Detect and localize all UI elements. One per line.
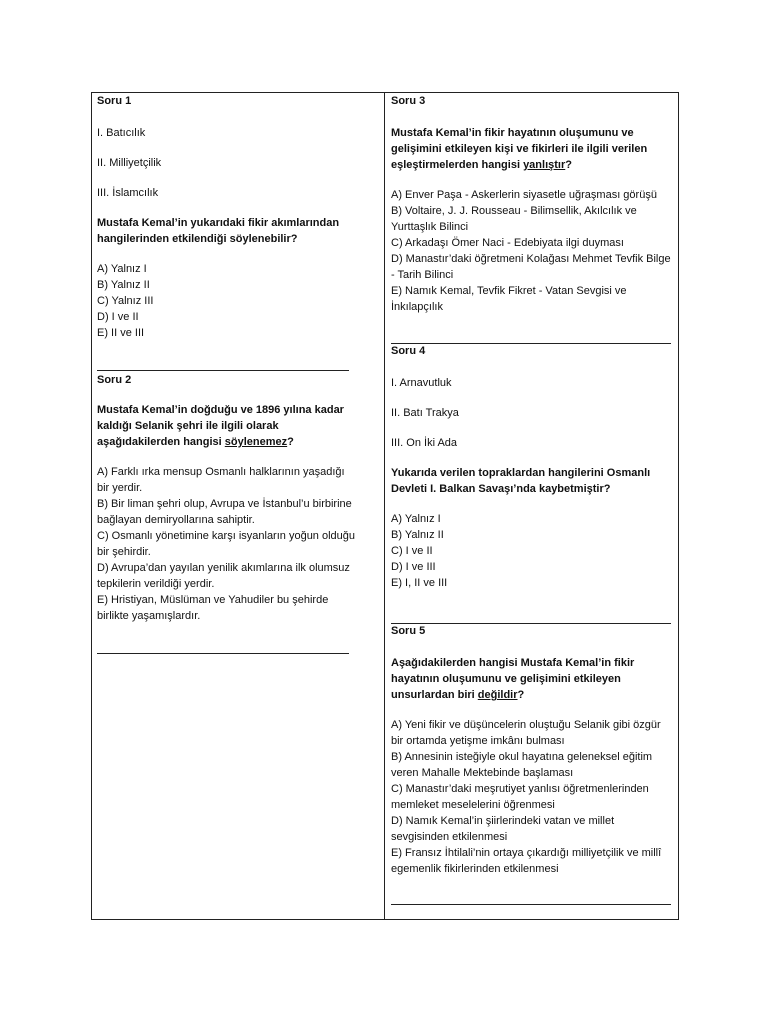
question-1-statement-3: III. İslamcılık	[97, 187, 159, 199]
option-e: E) II ve III	[97, 327, 145, 339]
option-b: B) Voltaire, J. J. Rousseau - Bilimsellik, Akılcılık ve Yurttaşlık Bilinci	[391, 205, 637, 233]
option-d: D) Namık Kemal’in şiirlerindeki vatan ve millet sevgisinden etkilenmesi	[391, 815, 615, 843]
question-5-stem	[391, 655, 673, 703]
question-2-stem	[97, 402, 355, 450]
option-b: B) Annesinin isteğiyle okul hayatına geleneksel eğitim veren Mahalle Mektebinde başlaması	[391, 751, 653, 779]
option-c: C) I ve II	[391, 545, 433, 557]
column-divider	[384, 93, 385, 919]
question-2-stem-text: Mustafa Kemal’in doğduğu ve 1896 yılına kadar kaldığı Selanik şehri ile ilgili olarak aşağıdakilerden hangisi	[97, 404, 344, 448]
question-4-title: Soru 4	[391, 345, 426, 357]
question-5-options	[391, 717, 673, 877]
question-3-stem-end: ?	[565, 159, 572, 171]
question-1-options	[97, 261, 355, 341]
question-3-stem-emphasis: yanlıştır	[523, 159, 566, 171]
question-5	[391, 623, 673, 877]
question-3-options	[391, 187, 673, 315]
worksheet-table	[91, 92, 679, 920]
question-3-stem-text: Mustafa Kemal’in fikir hayatının oluşumunu ve gelişimini etkileyen kişi ve fikirleri ile ilgili verilen eşleştirmelerden hangisi	[391, 127, 648, 171]
option-a: A) Yalnız I	[97, 263, 147, 275]
option-b: B) Yalnız II	[391, 529, 444, 541]
option-d: D) I ve II	[97, 311, 139, 323]
option-c: C) Manastır’daki meşrutiyet yanlısı öğretmenlerinden memleket meselelerini öğrenmesi	[391, 783, 649, 811]
option-e: E) Hristiyan, Müslüman ve Yahudiler bu şehirde birlikte yaşamışlardır.	[97, 594, 329, 622]
question-1-title: Soru 1	[97, 95, 132, 107]
question-3-stem	[391, 125, 673, 173]
option-b: B) Yalnız II	[97, 279, 150, 291]
option-a: A) Farklı ırka mensup Osmanlı halklarının yaşadığı bir yerdir.	[97, 466, 345, 494]
option-e: E) Namık Kemal, Tevfik Fikret - Vatan Sevgisi ve İnkılapçılık	[391, 285, 627, 313]
question-separator	[97, 653, 349, 654]
question-1	[97, 93, 355, 341]
question-separator	[97, 370, 349, 371]
question-3	[391, 93, 673, 315]
question-3-title: Soru 3	[391, 95, 426, 107]
question-4-statement-3: III. On İki Ada	[391, 437, 458, 449]
question-2-options	[97, 464, 355, 624]
option-e: E) I, II ve III	[391, 577, 448, 589]
option-a: A) Yalnız I	[391, 513, 441, 525]
option-d: D) Manastır’daki öğretmeni Kolağası Mehmet Tevfik Bilge - Tarih Bilinci	[391, 253, 671, 281]
question-2-stem-end: ?	[287, 436, 294, 448]
question-4	[391, 343, 673, 591]
option-d: D) Avrupa’dan yayılan yenilik akımlarına ilk olumsuz tepkilerin verildiği yerdir.	[97, 562, 350, 590]
option-e: E) Fransız İhtilali’nin ortaya çıkardığı milliyetçilik ve millî egemenlik fikirlerinden etkilenmesi	[391, 847, 662, 875]
question-2-stem-emphasis: söylenemez	[224, 436, 288, 448]
question-5-stem-end: ?	[517, 689, 525, 701]
question-1-stem: Mustafa Kemal’in yukarıdaki fikir akımlarından hangilerinden etkilendiği söylenebilir?	[97, 217, 340, 245]
option-d: D) I ve III	[391, 561, 436, 573]
question-2	[97, 372, 355, 624]
question-5-stem-emphasis: değildir	[477, 689, 518, 701]
question-4-options	[391, 511, 673, 591]
option-a: A) Yeni fikir ve düşüncelerin oluştuğu Selanik gibi özgür bir ortamda yetişme imkânı bulması	[391, 719, 661, 747]
question-1-statement-1: I. Batıcılık	[97, 127, 146, 139]
question-4-statement-1: I. Arnavutluk	[391, 377, 452, 389]
question-2-title: Soru 2	[97, 374, 132, 386]
question-5-title: Soru 5	[391, 625, 426, 637]
question-separator	[391, 904, 671, 905]
question-1-statement-2: II. Milliyetçilik	[97, 157, 162, 169]
question-5-stem-text: Aşağıdakilerden hangisi Mustafa Kemal’in fikir hayatının oluşumunu ve gelişimini etkileyen unsurlardan biri	[391, 657, 635, 701]
option-b: B) Bir liman şehri olup, Avrupa ve İstanbul’u birbirine bağlayan demiryollarına sahiptir.	[97, 498, 352, 526]
question-4-stem: Yukarıda verilen topraklardan hangilerini Osmanlı Devleti I. Balkan Savaşı’nda kaybetmiştir?	[391, 467, 651, 495]
option-c: C) Arkadaşı Ömer Naci - Edebiyata ilgi duyması	[391, 237, 624, 249]
option-a: A) Enver Paşa - Askerlerin siyasetle uğraşması görüşü	[391, 189, 657, 201]
option-c: C) Osmanlı yönetimine karşı isyanların yoğun olduğu bir şehirdir.	[97, 530, 356, 558]
question-4-statement-2: II. Batı Trakya	[391, 407, 459, 419]
option-c: C) Yalnız III	[97, 295, 154, 307]
